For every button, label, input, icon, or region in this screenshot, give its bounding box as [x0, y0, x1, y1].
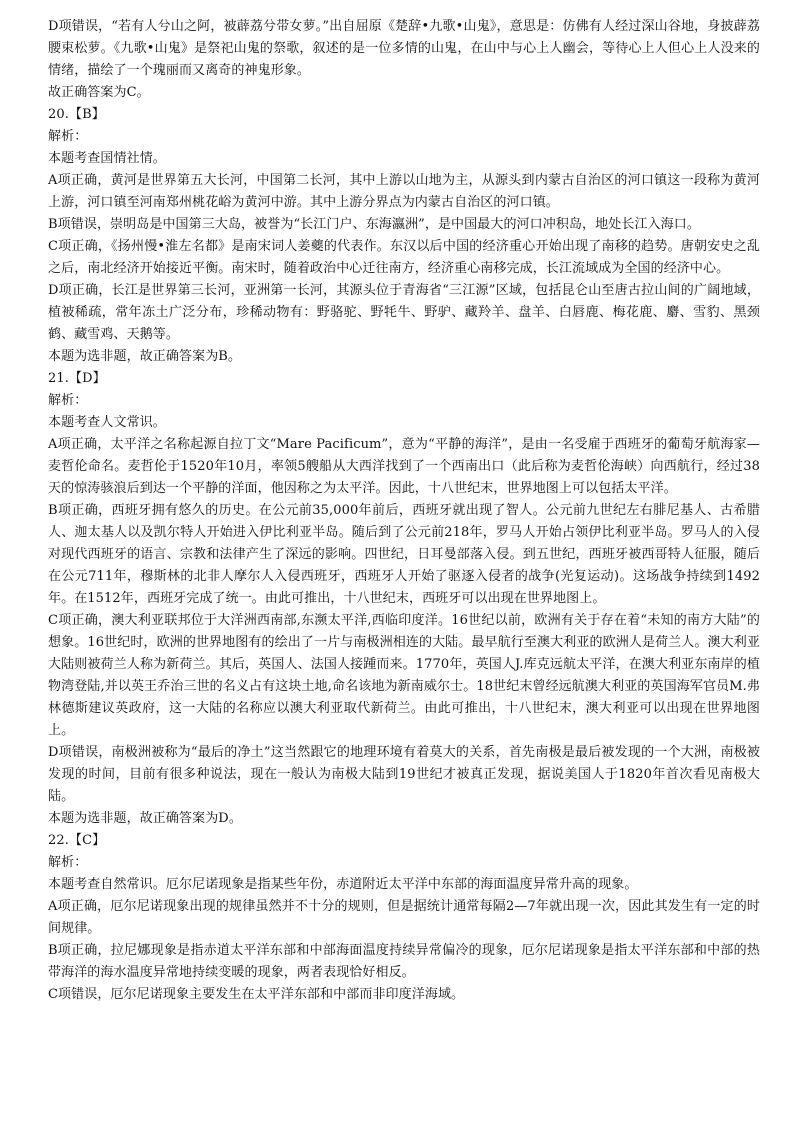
paragraph: C项错误，厄尔尼诺现象主要发生在太平洋东部和中部而非印度洋海域。 [48, 987, 465, 1002]
paragraph: 本题考查自然常识。厄尔尼诺现象是指某些年份，赤道附近太平洋中东部的海面温度异常升高的现象。 [48, 877, 638, 892]
paragraph: 本题考查人文常识。 [48, 415, 166, 430]
paragraph: B项错误，崇明岛是中国第三大岛，被誉为“长江门户、东海瀛洲”，是中国最大的河口冲积岛，地处长江入海口。 [48, 217, 700, 232]
paragraph: 故正确答案为C。 [48, 85, 150, 100]
paragraph: 解析： [48, 129, 88, 144]
paragraph: A项正确，厄尔尼诺现象出现的规律虽然并不十分的规则，但是据统计通常每隔2—7年就出现一次，因此其发生有一定的时间规律。 [48, 899, 760, 936]
answer-explanation-text [48, 16, 760, 1006]
paragraph: B项正确，西班牙拥有悠久的历史。在公元前35,000年前后，西班牙就出现了智人。公元前九世纪左右腓尼基人、古希腊人、迦太基人以及凯尔特人开始进入伊比利亚半岛。随后到了公元前218年，罗马人开始占领伊比利亚半岛。罗马人的入侵对现代西班牙的语言、宗教和法律产生了深远的影响。四世纪，日耳曼部落入侵。到五世纪，西班牙被西哥特人征服，随后在公元711年，穆斯林的北非人摩尔人入侵西班牙，西班牙人开始了驱逐入侵者的战争(光复运动)。这场战争持续到1492年。在1512年，西班牙完成了统一。由此可推出，十八世纪末，西班牙可以出现在世界地图上。 [48, 503, 760, 606]
question-number: 22.【C】 [48, 833, 106, 848]
paragraph: A项正确，黄河是世界第五大长河，中国第二长河，其中上游以山地为主，从源头到内蒙古自治区的河口镇这一段称为黄河上游，河口镇至河南郑州桃花峪为黄河中游。其中上游分界点为内蒙古自治区的河口镇。 [48, 173, 760, 210]
paragraph: 本题考查国情社情。 [48, 151, 166, 166]
paragraph: D项正确，长江是世界第三长河，亚洲第一长河，其源头位于青海省“三江源”区域，包括昆仑山至唐古拉山间的广阔地域，植被稀疏，常年冻土广泛分布，珍稀动物有：野骆驼、野牦牛、野驴、藏羚羊、盘羊、白唇鹿、梅花鹿、麝、雪豹、黑颈鹤、藏雪鸡、天鹅等。 [48, 283, 760, 342]
paragraph: D项错误，南极洲被称为“最后的净土”这当然跟它的地理环境有着莫大的关系，首先南极是最后被发现的一个大洲，南极被发现的时间，目前有很多种说法，现在一般认为南极大陆到19世纪才被真正发现，据说美国人于1820年首次看见南极大陆。 [48, 745, 760, 804]
paragraph: C项正确，《扬州慢•淮左名都》是南宋词人姜夔的代表作。东汉以后中国的经济重心开始出现了南移的趋势。唐朝安史之乱之后，南北经济开始接近平衡。南宋时，随着政治中心迁往南方，经济重心南移完成，长江流域成为全国的经济中心。 [48, 239, 760, 276]
paragraph: B项正确，拉尼娜现象是指赤道太平洋东部和中部海面温度持续异常偏冷的现象，厄尔尼诺现象是指太平洋东部和中部的热带海洋的海水温度异常地持续变暖的现象，两者表现恰好相反。 [48, 943, 760, 980]
paragraph: 解析： [48, 855, 88, 870]
paragraph: A项正确，太平洋之名称起源自拉丁文“Mare Pacificum”，意为“平静的海洋”，是由一名受雇于西班牙的葡萄牙航海家—麦哲伦命名。麦哲伦于1520年10月，率领5艘船从大西洋找到了一个西南出口（此后称为麦哲伦海峡）向西航行，经过38天的惊涛骇浪后到达一个平静的洋面，他因称之为太平洋。因此，十八世纪末，世界地图上可以包括太平洋。 [48, 437, 760, 496]
paragraph: 本题为选非题，故正确答案为D。 [48, 811, 242, 826]
question-number: 21.【D】 [48, 371, 106, 386]
paragraph: C项正确，澳大利亚联邦位于大洋洲西南部,东濒太平洋,西临印度洋。16世纪以前，欧洲有关于存在着“未知的南方大陆”的想象。16世纪时，欧洲的世界地图有的绘出了一片与南极洲相连的大陆。最早航行至澳大利亚的欧洲人是荷兰人。澳大利亚大陆则被荷兰人称为新荷兰。其后，英国人、法国人接踵而来。1770年，英国人J.库克远航太平洋，在澳大利亚东南岸的植物湾登陆,并以英王乔治三世的名义占有这块土地,命名该地为新南威尔士。18世纪末曾经远航澳大利亚的英国海军官员M.弗林德斯建议英政府，这一大陆的名称应以澳大利亚取代新荷兰。由此可推出，十八世纪末，澳大利亚可以出现在世界地图上。 [48, 613, 760, 738]
paragraph: 本题为选非题，故正确答案为B。 [48, 349, 242, 364]
paragraph: 解析： [48, 393, 88, 408]
question-number: 20.【B】 [48, 107, 105, 122]
paragraph: D项错误，“若有人兮山之阿，被薜荔兮带女萝。”出自屈原《楚辞•九歌•山鬼》，意思是：仿佛有人经过深山谷地，身披薜荔腰束松萝。《九歌•山鬼》是祭祀山鬼的祭歌，叙述的是一位多情的山鬼，在山中与心上人幽会，等待心上人但心上人没来的情绪，描绘了一个瑰丽而又离奇的神鬼形象。 [48, 19, 760, 78]
